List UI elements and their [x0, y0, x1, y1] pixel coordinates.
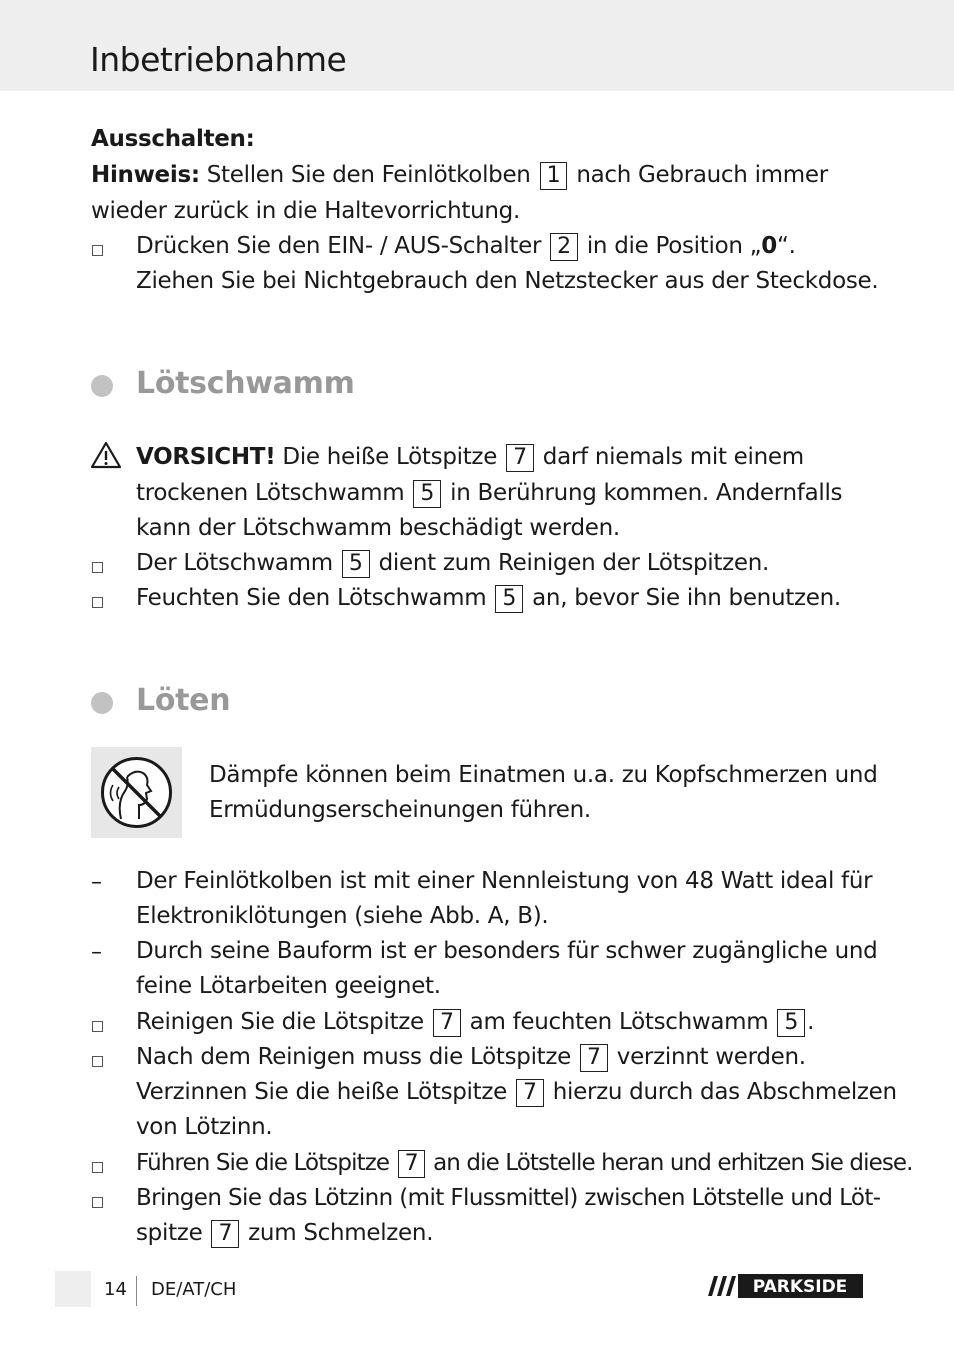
caution-line-1 [136, 440, 804, 475]
solder-step-2-text-d: hierzu durch das Abschmelzen [552, 1079, 897, 1105]
solder-step-2-line-1 [136, 1040, 806, 1075]
square-bullet-icon [92, 562, 103, 573]
sponge-item-1-text-a: Der Lötschwamm [136, 550, 333, 576]
ausschalten-heading: Ausschalten: [91, 126, 255, 152]
ref-box: 7 [433, 1009, 461, 1037]
ref-box: 5 [413, 480, 441, 508]
warning-triangle-icon [90, 441, 122, 469]
section-dot-icon [91, 375, 113, 397]
square-bullet-icon [92, 597, 103, 608]
region-label: DE/AT/CH [151, 1279, 237, 1300]
page-number: 14 [104, 1279, 127, 1300]
ref-box: 5 [495, 585, 523, 613]
hint-line-1 [91, 158, 828, 193]
ref-box: 1 [540, 162, 568, 190]
ref-box: 7 [398, 1150, 425, 1178]
footer-divider [136, 1276, 137, 1306]
caution-line-2 [136, 476, 842, 511]
sponge-item-2 [136, 581, 841, 616]
ref-box: 5 [777, 1009, 805, 1037]
solder-step-4-line-2 [136, 1216, 433, 1251]
caution-label: VORSICHT! [136, 444, 276, 470]
no-inhale-fumes-icon [91, 747, 182, 838]
solder-step-1-text-a: Reinigen Sie die Lötspitze [136, 1009, 424, 1035]
section-title-loetschwamm: Lötschwamm [136, 366, 355, 401]
dash1-line-1: Der Feinlötkolben ist mit einer Nennleistung von 48 Watt ideal für [136, 868, 873, 894]
hint-label: Hinweis: [91, 162, 200, 188]
section-title-loeten: Löten [136, 683, 231, 718]
hint-text-b: nach Gebrauch immer [576, 162, 828, 188]
sponge-item-1 [136, 546, 769, 581]
square-bullet-icon [92, 1197, 103, 1208]
switch-step-line-2: Ziehen Sie bei Nichtgebrauch den Netzstecker aus der Steckdose. [136, 268, 879, 294]
ref-box: 5 [342, 550, 370, 578]
switch-step-text-a: Drücken Sie den EIN- / AUS-Schalter [136, 233, 542, 259]
caution-text-a: Die heiße Lötspitze [282, 444, 498, 470]
square-bullet-icon [92, 245, 103, 256]
switch-step-text-c: “. [776, 233, 796, 259]
switch-step-text-b: in die Position „ [586, 233, 762, 259]
caution-line-3: kann der Lötschwamm beschädigt werden. [136, 515, 620, 541]
ref-box: 7 [516, 1079, 544, 1107]
solder-step-1-text-c: . [807, 1009, 815, 1035]
caution-text-c: trockenen Lötschwamm [136, 480, 405, 506]
caution-text-d: in Berührung kommen. Andernfalls [450, 480, 843, 506]
parkside-logo [705, 1274, 863, 1298]
solder-step-1 [136, 1005, 814, 1040]
solder-step-4-text-c: zum Schmelzen. [248, 1220, 434, 1246]
dash2-line-2: feine Lötarbeiten geeignet. [136, 973, 441, 999]
solder-step-3-text-a: Führen Sie die Lötspitze [136, 1150, 390, 1176]
ref-box: 2 [550, 233, 578, 261]
solder-step-4-text-b: spitze [136, 1220, 203, 1246]
square-bullet-icon [92, 1021, 103, 1032]
footer-tab [55, 1271, 91, 1307]
caution-text-b: darf niemals mit einem [542, 444, 804, 470]
square-bullet-icon [92, 1162, 103, 1173]
sponge-item-1-text-b: dient zum Reinigen der Lötspitzen. [378, 550, 770, 576]
fumes-line-2: Ermüdungserscheinungen führen. [209, 797, 591, 823]
solder-step-2-text-a: Nach dem Reinigen muss die Lötspitze [136, 1044, 572, 1070]
ref-box: 7 [211, 1220, 239, 1248]
solder-step-3 [136, 1146, 913, 1181]
fumes-line-1: Dämpfe können beim Einatmen u.a. zu Kopfschmerzen und [209, 762, 878, 788]
dash2-line-1: Durch seine Bauform ist er besonders für schwer zugängliche und [136, 938, 878, 964]
dash-bullet: – [91, 940, 102, 965]
brand-text: PARKSIDE [752, 1277, 848, 1297]
solder-step-4-line-1: Bringen Sie das Lötzinn (mit Flussmittel) zwischen Lötstelle und Löt- [136, 1185, 881, 1211]
ref-box: 7 [580, 1044, 608, 1072]
position-value: 0 [761, 233, 777, 259]
dash1-line-2: Elektroniklötungen (siehe Abb. A, B). [136, 903, 549, 929]
sponge-item-2-text-a: Feuchten Sie den Lötschwamm [136, 585, 487, 611]
no-fumes-pictogram [91, 747, 182, 838]
hint-text-a: Stellen Sie den Feinlötkolben [206, 162, 531, 188]
switch-step-line-1 [136, 229, 796, 264]
solder-step-2-line-3: von Lötzinn. [136, 1114, 273, 1140]
section-dot-icon [91, 692, 113, 714]
solder-step-3-text-b: an die Lötstelle heran und erhitzen Sie diese. [433, 1150, 913, 1176]
dash-bullet: – [91, 870, 102, 895]
ref-box: 7 [506, 444, 534, 472]
solder-step-2-line-2 [136, 1075, 897, 1110]
hint-line-2: wieder zurück in die Haltevorrichtung. [91, 198, 520, 224]
solder-step-2-text-c: Verzinnen Sie die heiße Lötspitze [136, 1079, 507, 1105]
square-bullet-icon [92, 1056, 103, 1067]
page-title: Inbetriebnahme [90, 40, 347, 79]
sponge-item-2-text-b: an, bevor Sie ihn benutzen. [532, 585, 841, 611]
solder-step-2-text-b: verzinnt werden. [616, 1044, 806, 1070]
solder-step-1-text-b: am feuchten Lötschwamm [469, 1009, 769, 1035]
